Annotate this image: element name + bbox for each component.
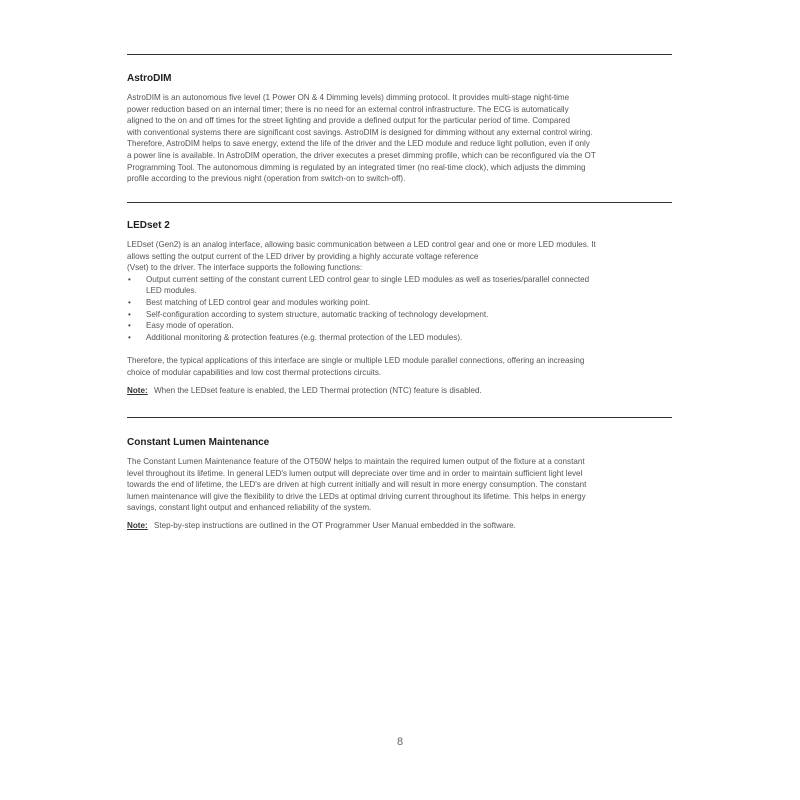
text-line: lumen maintenance will give the flexibility to drive the LEDs at optimal driving current throughout its lifetime. This helps in energy (127, 491, 586, 501)
text-line: aligned to the on and off times for the street lighting and provide a defined output for the particular period of time. Compared (127, 116, 571, 126)
note (127, 385, 687, 397)
section-divider (127, 54, 672, 55)
text-line: choice of modular capabilities and low cost thermal protections circuits. (127, 367, 382, 377)
list-item (127, 297, 687, 309)
section-intro (127, 239, 687, 274)
note-label: Note: (127, 385, 148, 395)
text-line: AstroDIM is an autonomous five level (1 Power ON & 4 Dimming levels) dimming protocol. It provides multi-stage night-time (127, 93, 570, 102)
text-line: Therefore, AstroDIM helps to save energy, extend the life of the driver and the LED module and reduce light pollution, even if only (127, 139, 590, 149)
note-text: When the LEDset feature is enabled, the LED Thermal protection (NTC) feature is disabled. (153, 385, 482, 395)
section-astrodim (127, 73, 687, 191)
list-item (127, 320, 687, 332)
text-line: (Vset) to the driver. The interface supports the following functions: (127, 263, 363, 273)
text-line: Easy mode of operation. (146, 321, 234, 331)
text-line: level throughout its lifetime. In general LED's lumen output will depreciate over time and in order to maintain sufficient light level (127, 468, 583, 478)
text-line: a power line is available. In AstroDIM operation, the driver executes a preset dimming profile, which can be reconfigured via the OT (127, 150, 596, 160)
bullet-icon: • (128, 332, 131, 342)
list-item (127, 274, 687, 297)
bullet-icon: • (128, 297, 131, 307)
section-title: AstroDIM (127, 73, 172, 84)
section-paragraph (127, 92, 687, 185)
list-item (127, 332, 687, 344)
text-line: allows setting the output current of the LED driver by providing a highly accurate voltage reference (127, 251, 479, 261)
note-text: Step-by-step instructions are outlined in the OT Programmer User Manual embedded in the software. (153, 520, 516, 530)
section-title: LEDset 2 (127, 220, 170, 231)
section-divider (127, 202, 672, 203)
section-paragraph (127, 456, 687, 514)
text-line: Self-configuration according to system structure, automatic tracking of technology development. (146, 309, 489, 319)
list-item (127, 309, 687, 321)
text-line: LED modules. (146, 286, 197, 296)
text-line: profile according to the previous night (operation from switch-on to switch-off). (127, 174, 406, 184)
section-title: Constant Lumen Maintenance (127, 437, 270, 448)
bullet-icon: • (128, 321, 131, 331)
text-line: Best matching of LED control gear and modules working point. (146, 297, 371, 307)
bullet-icon: • (128, 309, 131, 319)
text-line: Programming Tool. The autonomous dimming is regulated by an integrated timer (no real-time clock), which adjusts the dimming (127, 162, 586, 172)
text-line: Additional monitoring & protection features (e.g. thermal protection of the LED modules). (146, 332, 463, 342)
text-line: The Constant Lumen Maintenance feature of the OT50W helps to maintain the required lumen output of the fixture at a constant (127, 457, 585, 466)
text-line: with conventional systems there are significant cost savings. AstroDIM is designed for dimming without any external control wiring. (127, 127, 593, 137)
text-line: Output current setting of the constant current LED control gear to single LED modules as well as toseries/parallel connected (146, 274, 590, 284)
section-ledset2 (127, 220, 687, 396)
note (127, 520, 687, 532)
text-line: LEDset (Gen2) is an analog interface, allowing basic communication between a LED control gear and one or more LED modules. It (127, 240, 596, 249)
bullet-list (127, 274, 687, 344)
section-constant-lumen-maintenance (127, 437, 687, 532)
note-label: Note: (127, 520, 148, 530)
text-line: power reduction based on an internal timer; there is no need for an external control infrastructure. The ECG is automatically (127, 104, 569, 114)
bullet-icon: • (128, 274, 131, 284)
text-line: savings, constant light output and enhanced reliability of the system. (127, 503, 372, 513)
section-divider (127, 417, 672, 418)
text-line: Therefore, the typical applications of this interface are single or multiple LED module parallel connections, offering an increasing (127, 356, 585, 366)
page-number: 8 (396, 736, 404, 748)
text-line: towards the end of lifetime, the LED's are driven at high current initially and will result in more energy consumption. The constant (127, 480, 587, 490)
section-paragraph (127, 355, 687, 378)
